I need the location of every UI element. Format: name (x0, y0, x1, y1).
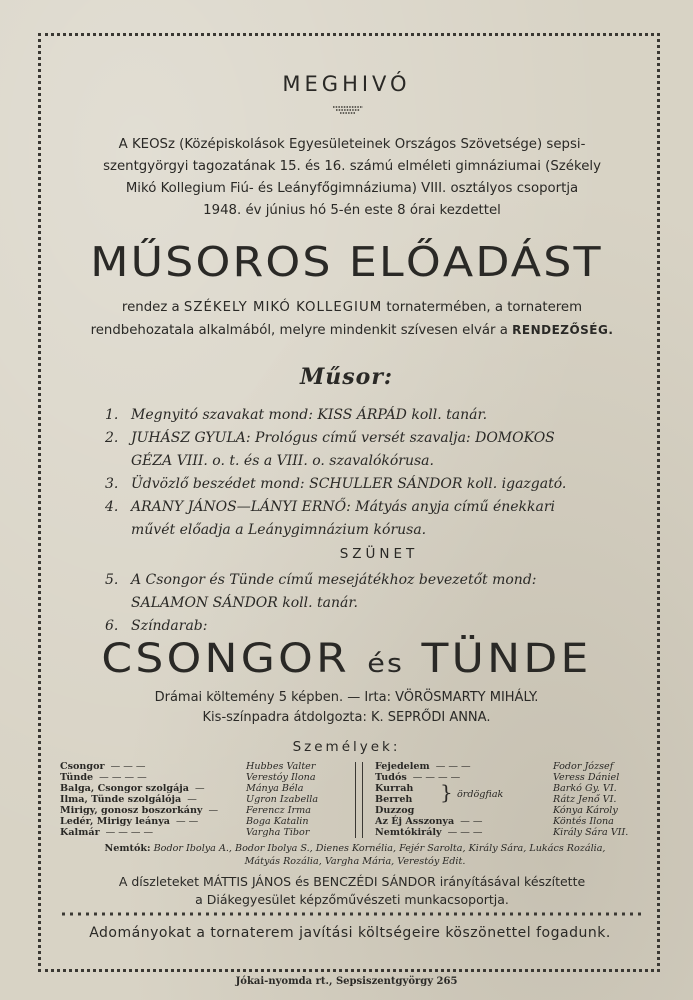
cast-actor: Fodor József (553, 761, 614, 772)
intro-line: Mikó Kollegium Fiú- és Leányfőgimnáziuma) VIII. osztályos csoportja (125, 181, 579, 196)
cast-role-name: Kurrah (375, 783, 414, 794)
cast-actor: Vargha Tibor (246, 827, 310, 838)
cast-dash: — (187, 794, 197, 805)
cast-actor: Rátz Jenő VI. (553, 794, 617, 805)
item-text: A Csongor és Tünde című mesejátékhoz bevezetőt mond: (131, 572, 537, 588)
cast-row (375, 772, 650, 783)
program-heading: Műsor: (299, 364, 394, 390)
cast-dash: — — — — (99, 772, 147, 783)
play-info-line: Kis-színpadra átdolgozta: K. SEPRŐDI ANNA. (202, 710, 491, 725)
cast-dash: — — — (435, 761, 471, 772)
cast-dash: — — (460, 816, 483, 827)
cast-row (60, 816, 350, 827)
headline: MŰSOROS ELŐADÁST (90, 238, 603, 286)
cast-dash: — — — — (105, 827, 154, 838)
item-number: 6. (105, 618, 119, 634)
play-title (0, 636, 693, 682)
item-text-cont: művét előadja a Leánygimnázium kórusa. (131, 522, 427, 538)
item-text: Színdarab: (131, 618, 208, 634)
cast-role (375, 816, 553, 827)
cast-row (375, 761, 650, 772)
cast-role (60, 794, 246, 805)
cast-role (375, 772, 553, 783)
cast-role-name: Nemtókirály (375, 827, 442, 838)
cast-role-name: Az Éj Asszonya (375, 816, 455, 827)
cast-role (60, 761, 246, 772)
cast-actor: Kónya Károly (553, 805, 618, 816)
cast-role (375, 761, 553, 772)
cast-actor: Barkó Gy. VI. (553, 783, 617, 794)
cast-row (60, 794, 350, 805)
cast-actor: Ugron Izabella (246, 794, 319, 805)
item-text: ARANY JÁNOS—LÁNYI ERNŐ: Mátyás anyja című énekkari (131, 499, 556, 515)
cast-role-name: Tünde (60, 772, 94, 783)
play-title-part: TÜNDE (404, 636, 592, 682)
cast-row (375, 783, 650, 794)
play-title-part: CSONGOR (101, 636, 368, 682)
host-pre: rendez a (121, 300, 184, 315)
item-number: 5. (105, 572, 119, 588)
item-number: 1. (105, 407, 119, 423)
item-text-cont: GÉZA VIII. o. t. és a VIII. o. szavalókórusa. (131, 453, 434, 469)
cast-role-name: Kalmár (60, 827, 100, 838)
host-org: RENDEZŐSÉG. (512, 323, 614, 337)
cast-role-name: Duzzog (375, 805, 415, 816)
item-text: JUHÁSZ GYULA: Prológus című versét szavalja: DOMOKOS (131, 430, 555, 446)
intermission: SZÜNET (339, 546, 419, 562)
cast-dash: — — (176, 816, 199, 827)
cast-actor: Király Sára VII. (553, 827, 629, 838)
cast-role-name: Ilma, Tünde szolgálója (60, 794, 182, 805)
cast-row (375, 805, 650, 816)
cast-row (375, 794, 650, 805)
cast-list-right (375, 761, 650, 838)
intro-line: A KEOSz (Középiskolások Egyesületeinek Országos Szövetsége) sepsi- (118, 137, 586, 152)
cast-role-name: Tudós (375, 772, 407, 783)
cast-role (375, 827, 553, 838)
item-text-cont: SALAMON SÁNDOR koll. tanár. (131, 595, 358, 611)
poster-title: MEGHIVÓ (282, 72, 411, 96)
cast-row (60, 805, 350, 816)
cast-row (375, 827, 650, 838)
cast-actor: Verestóy Ilona (246, 772, 316, 783)
fairies-label: Nemtók: (104, 843, 151, 854)
cast-heading: Személyek: (292, 739, 401, 755)
cast-role (60, 772, 246, 783)
intro-line: szentgyörgyi tagozatának 15. és 16. számú elméleti gimnáziumai (Székely (103, 159, 601, 174)
cast-row (375, 816, 650, 827)
cast-actor: Hubbes Valter (246, 761, 316, 772)
cast-row (60, 783, 350, 794)
cast-row (60, 827, 350, 838)
cast-dash: — — — (110, 761, 146, 772)
ornament-icon (331, 104, 365, 116)
cast-divider (355, 762, 363, 838)
program-item (105, 615, 653, 638)
cast-role (60, 827, 246, 838)
cast-dash: — — — — (412, 772, 461, 783)
item-number: 4. (105, 499, 119, 515)
cast-role-name: Berreh (375, 794, 413, 805)
program-item (105, 404, 653, 427)
cast-list-left (60, 761, 350, 838)
play-info (0, 688, 693, 728)
scenery-line: a Diákegyesület képzőművészeti munkacsoportja. (195, 892, 509, 907)
program-item (105, 496, 653, 519)
host-venue: SZÉKELY MIKÓ KOLLEGIUM (183, 300, 383, 315)
host-line2: rendbehozatala alkalmából, melyre mindenkit szívesen elvár a (90, 323, 513, 338)
item-text: Üdvözlő beszédet mond: SCHULLER SÁNDOR koll. igazgató. (131, 476, 567, 492)
cast-role (60, 783, 246, 794)
cast-role-name: Mirigy, gonosz boszorkány (60, 805, 203, 816)
cast-dash: — — — (447, 827, 483, 838)
cast-role (60, 805, 246, 816)
printer-credit: Jókai-nyomda rt., Sepsiszentgyörgy 265 (235, 976, 458, 987)
cast-actor: Köntés Ilona (553, 816, 614, 827)
cast-dash: — (195, 783, 205, 794)
fairies-list (60, 842, 650, 868)
cast-dash: — (208, 805, 219, 816)
brace-icon: } (440, 780, 453, 804)
devils-label: ördögfiak (457, 789, 504, 800)
item-number: 2. (105, 430, 119, 446)
program-item (105, 569, 653, 592)
item-number: 3. (105, 476, 119, 492)
host-post: tornatermében, a tornaterem (382, 300, 583, 315)
cast-actor: Mánya Béla (246, 783, 304, 794)
cast-role (60, 816, 246, 827)
play-info-line: Drámai költemény 5 képben. — Irta: VÖRÖSMARTY MIHÁLY. (154, 690, 539, 705)
item-text: Megnyitó szavakat mond: KISS ÁRPÁD koll. tanár. (131, 407, 488, 423)
intro-line: 1948. év június hó 5-én este 8 órai kezdettel (203, 203, 501, 218)
scenery-line: A díszleteket MÁTTIS JÁNOS és BENCZÉDI SÁNDOR irányításával készítette (118, 874, 586, 889)
program-item (105, 473, 653, 496)
fairies-line: Mátyás Rozália, Vargha Mária, Verestóy Edit. (244, 856, 466, 867)
program-list (105, 404, 653, 638)
host-text (62, 297, 642, 342)
dotted-separator (62, 911, 642, 917)
cast-role (375, 805, 553, 816)
cast-role-name: Ledér, Mirigy leánya (60, 816, 171, 827)
fairies-line: Bodor Ibolya A., Bodor Ibolya S., Dienes Kornélia, Fejér Sarolta, Király Sára, Lukács Rozália, (150, 843, 606, 854)
cast-role-name: Csongor (60, 761, 105, 772)
play-title-and: és (367, 649, 405, 679)
cast-actor: Ferencz Irma (246, 805, 311, 816)
program-item (105, 427, 653, 450)
cast-actor: Veress Dániel (553, 772, 620, 783)
intro-text (62, 134, 642, 222)
cast-actor: Boga Katalin (246, 816, 309, 827)
donation-note: Adományokat a tornaterem javítási költségeire köszönettel fogadunk. (89, 925, 611, 941)
cast-role-name: Fejedelem (375, 761, 430, 772)
cast-row (60, 761, 350, 772)
cast-role-name: Balga, Csongor szolgája (60, 783, 189, 794)
scenery-credit (62, 873, 642, 909)
cast-row (60, 772, 350, 783)
